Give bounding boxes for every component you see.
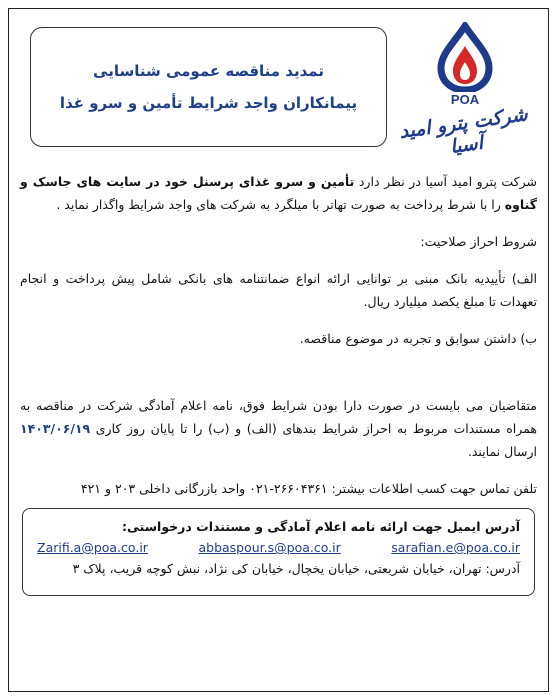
title-box [30,27,387,147]
qualification-heading: شروط احراز صلاحیت: [420,234,537,249]
logo-company-name: شرکت پترو امید آسیا [397,103,529,159]
intro-bold-text: تأمین و سرو غذای پرسنل خود در سایت های جاسک و گناوه [20,174,537,212]
title-line-1: تمدید مناقصه عمومی شناسایی [93,62,324,80]
email-list [37,540,520,555]
phone-line: تلفن تماس جهت کسب اطلاعات بیشتر: ۲۶۶۰۴۳۶۱-۰۲۱ واحد بازرگانی داخلی ۲۰۳ و ۴۲۱ [80,481,537,496]
title-line-2: پیمانکاران واجد شرایط تأمین و سرو غذا [59,94,358,112]
applicants-text-1: متقاضیان می بایست در صورت دارا بودن شرایط فوق، نامه اعلام آمادگی شرکت در مناقصه به همراه مستندات مربوط به احراز شرایط بندهای (الف) و (ب) را تا پایان روز کاری [20,398,537,436]
email-link-zarifi[interactable]: Zarifi.a@poa.co.ir [37,540,148,555]
email-link-sarafian[interactable]: sarafian.e@poa.co.ir [391,540,520,555]
logo-abbreviation: POA [450,92,480,107]
contact-heading: آدرس ایمیل جهت ارائه نامه اعلام آمادگی و مستندات درخواستی: [122,519,520,534]
condition-b: ب) داشتن سوابق و تجربه در موضوع مناقصه. [299,331,537,346]
intro-text-2: را با شرط پرداخت به صورت تهاتر با میلگرد به شرکت های واجد شرایط واگذار نماید . [56,197,505,212]
condition-a: الف) تأییدیه بانک مبنی بر توانایی ارائه انواع ضمانتنامه های بانکی شامل پیش پرداخت و انجام تعهدات تا مبلغ یکصد میلیارد ریال. [20,271,537,309]
company-logo [395,22,535,159]
intro-text-1: شرکت پترو امید آسیا در نظر دارد [354,174,537,189]
contact-box [22,508,535,596]
deadline-date: ۱۴۰۳/۰۶/۱۹ [20,421,91,436]
applicants-text-2: ارسال نمایند. [467,444,537,459]
email-link-abbaspour[interactable]: abbaspour.s@poa.co.ir [198,540,341,555]
header [30,22,537,159]
address-line: آدرس: تهران، خیابان شریعتی، خیابان یخچال، خیابان کی نژاد، نبش کوچه قریب، پلاک ۳ [72,561,520,576]
flame-drop-icon [433,22,497,92]
applicants-paragraph [20,394,537,463]
announcement-body [20,170,537,514]
intro-paragraph [20,170,537,216]
